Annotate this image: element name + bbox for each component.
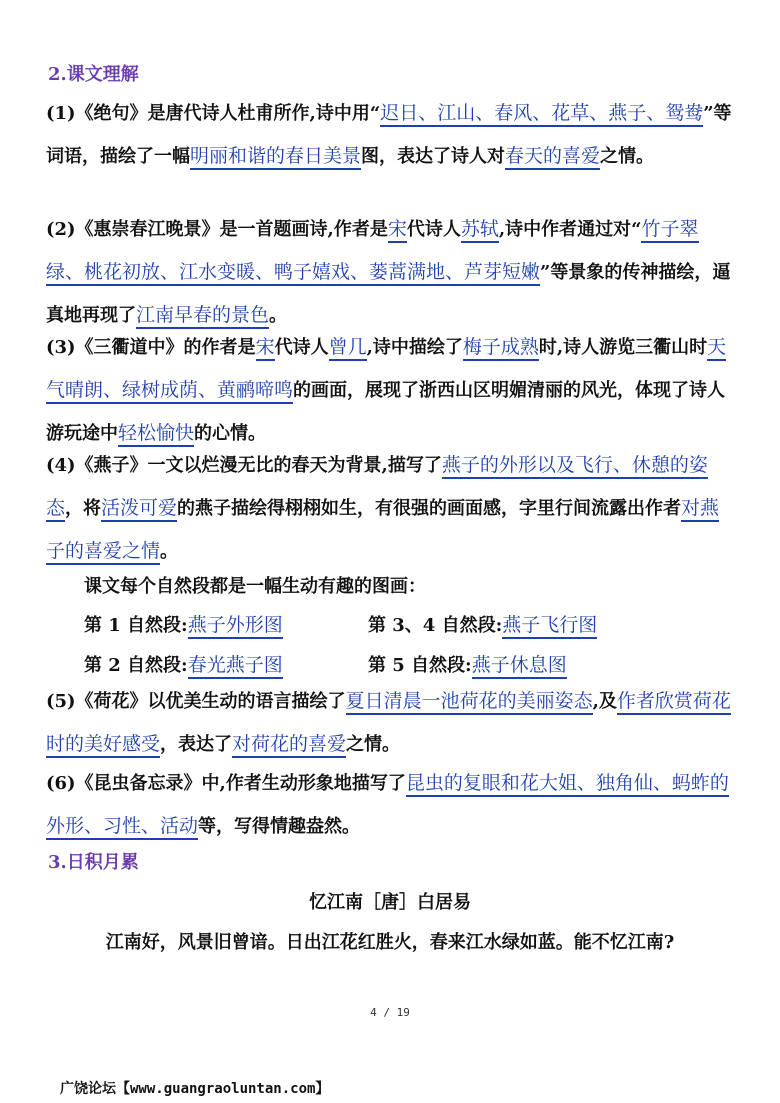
answer-p5-1: 夏日清晨一池荷花的美丽姿态 xyxy=(346,690,593,715)
answer-p3-3: 曾几 xyxy=(329,336,367,361)
answer-p2-1: 宋 xyxy=(388,218,407,243)
section-3-title: 3.日积月累 xyxy=(48,852,139,873)
answer-p1-1: 迟日、江山、春风、花草、燕子、鸳鸯 xyxy=(380,102,703,127)
text-p2-2: 代诗人 xyxy=(406,219,461,240)
paragraph-1 xyxy=(46,92,736,178)
text-p5-6: 之情。 xyxy=(346,734,401,755)
text-p5-4: ，表达了 xyxy=(160,734,233,755)
section-2-title: 2.课文理解 xyxy=(48,64,139,85)
answer-p2-7: 江南早春的景色 xyxy=(136,304,269,329)
answer-p6-1: 昆虫的复眼和花大姐、独角仙、蚂蚱的外形、习性、活动 xyxy=(46,772,729,840)
text-p6-2: 等，写得情趣盎然。 xyxy=(198,816,361,837)
answer-p3-5: 梅子成熟 xyxy=(463,336,539,361)
paragraph-4 xyxy=(46,444,736,573)
text-p1-4: 图，表达了诗人对 xyxy=(361,146,506,167)
text-p3-2: 代诗人 xyxy=(274,337,329,358)
text-p2-6: ”等景象的传神描绘，逼真地再现了 xyxy=(46,262,731,326)
text-p1-6: 之情。 xyxy=(600,146,655,167)
scene-item-4: 第 5 自然段:燕子休息图 xyxy=(368,650,567,677)
text-p5-2: ,及 xyxy=(592,691,617,712)
text-p4-6: 。 xyxy=(160,541,179,562)
text-p4-2: ，将 xyxy=(65,498,102,519)
text-p2-4: ,诗中作者通过对“ xyxy=(498,219,642,240)
text-p3-10: 的心情。 xyxy=(194,423,267,444)
text-p3-4: ,诗中描绘了 xyxy=(366,337,463,358)
answer-p4-3: 活泼可爱 xyxy=(101,497,177,522)
answer-p2-5: 竹子翠绿、桃花初放、江水变暖、鸭子嬉戏、蒌蒿满地、芦芽短嫩 xyxy=(46,218,699,286)
answer-p1-3: 明丽和谐的春日美景 xyxy=(190,145,361,170)
scene-answer-1: 燕子外形图 xyxy=(188,614,283,639)
text-p4-0: (4)《燕子》一文以烂漫无比的春天为背景,描写了 xyxy=(46,455,442,476)
poem-text: 江南好，风景旧曾谙。日出江花红胜火，春来江水绿如蓝。能不忆江南? xyxy=(105,932,675,953)
text-p3-6: 时,诗人游览三衢山时 xyxy=(538,337,708,358)
text-p3-8: 的画面，展现了浙西山区明媚清丽的风光，体现了诗人游玩途中 xyxy=(46,380,726,444)
text-p3-0: (3)《三衢道中》的作者是 xyxy=(46,337,256,358)
answer-p1-5: 春天的喜爱 xyxy=(505,145,600,170)
scene-answer-4: 燕子休息图 xyxy=(472,654,567,679)
scene-answer-3: 春光燕子图 xyxy=(188,654,283,679)
footer-site: 广饶论坛【www.guangraoluntan.com】 xyxy=(60,1081,330,1097)
text-p1-0: (1)《绝句》是唐代诗人杜甫所作,诗中用“ xyxy=(46,103,381,124)
paragraph-5 xyxy=(46,680,736,766)
scene-item-2: 第 3、4 自然段:燕子飞行图 xyxy=(368,610,597,637)
poem-title: 忆江南［唐］白居易 xyxy=(309,892,471,913)
text-p1-2: ”等词语，描绘了一幅 xyxy=(46,103,732,167)
answer-p5-5: 对荷花的喜爱 xyxy=(232,733,346,758)
answer-p5-3: 作者欣赏荷花时的美好感受 xyxy=(46,690,731,758)
scene-answer-2: 燕子飞行图 xyxy=(502,614,597,639)
page-number: 4 / 19 xyxy=(370,1006,410,1019)
answer-p3-7: 天气晴朗、绿树成荫、黄鹂啼鸣 xyxy=(46,336,726,404)
answer-p4-1: 燕子的外形以及飞行、休憩的姿态 xyxy=(46,454,708,522)
answer-p4-5: 对燕子的喜爱之情 xyxy=(46,497,719,565)
paragraph-2 xyxy=(46,208,736,337)
text-p2-0: (2)《惠崇春江晚景》是一首题画诗,作者是 xyxy=(46,219,388,240)
paragraph-6 xyxy=(46,762,736,848)
text-p2-8: 。 xyxy=(269,305,288,326)
scene-item-1: 第 1 自然段:燕子外形图 xyxy=(84,610,283,637)
answer-p3-9: 轻松愉快 xyxy=(118,422,194,447)
text-p4-4: 的燕子描绘得栩栩如生，有很强的画面感，字里行间流露出作者 xyxy=(177,498,682,519)
answer-p2-3: 苏轼 xyxy=(461,218,499,243)
paragraph-4-intro: 课文每个自然段都是一幅生动有趣的图画： xyxy=(84,576,426,597)
paragraph-3 xyxy=(46,326,736,455)
answer-p3-1: 宋 xyxy=(256,336,275,361)
text-p6-0: (6)《昆虫备忘录》中,作者生动形象地描写了 xyxy=(46,773,406,794)
scene-item-3: 第 2 自然段:春光燕子图 xyxy=(84,650,283,677)
text-p5-0: (5)《荷花》以优美生动的语言描绘了 xyxy=(46,691,346,712)
